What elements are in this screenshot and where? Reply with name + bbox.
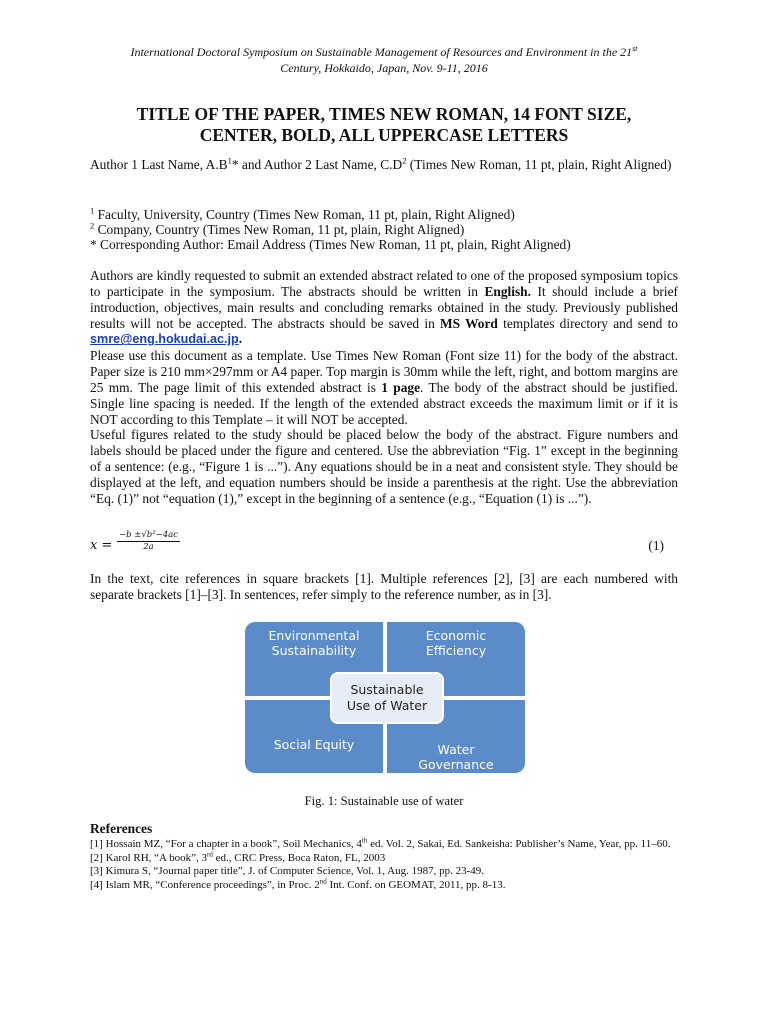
reference-3: [3] Kimura S, “Journal paper title”, J. of Computer Science, Vol. 1, Aug. 1987, pp. 23-49.: [90, 865, 485, 877]
center-line-1: Sustainable: [350, 682, 424, 697]
ref4-sup: nd: [319, 876, 327, 885]
conference-header: [90, 44, 678, 76]
p1-text-a: Authors are kindly requested to submit an extended abstract related to one of the proposed symposium topics to participate in the symposium. The abstracts should be written in: [90, 268, 678, 299]
sustainability-diagram: [245, 622, 525, 773]
reference-2: [90, 849, 678, 866]
p1-text-c: templates directory and send to: [497, 315, 678, 331]
p2-text-a: Please use this document as a template. Use Times New Roman (Font size 11) for the body of the abstract. Paper size is 210 mm×297mm or A4 paper. Top margin is 30mm while the left, right, and bottom margins are 25 mm. The page limit of this extended abstract is: [90, 348, 678, 395]
author-note: (Times New Roman, 11 pt, plain, Right Aligned): [406, 157, 672, 172]
ref1-sup: th: [361, 836, 368, 845]
q2-line-2: Efficiency: [425, 643, 487, 658]
center-sustainable-use: [330, 672, 444, 724]
affiliation-1-sup: 1: [90, 205, 95, 216]
conference-line-1: International Doctoral Symposium on Sustainable Management of Resources and Environment in the 21: [130, 45, 633, 59]
p2-bold-page: 1 page: [381, 379, 421, 395]
paragraph-3: Useful figures related to the study should be placed below the body of the abstract. Figure numbers and labels should be placed under the figure and centered. Use the abbreviation “Fig. 1” except in the beginning of a sentence: (e.g., “Figure 1 is ...”). Any equations should be in a neat and consistent style. They should be displayed at the left, and equation numbers should be inside a parenthesis at the right. Use the abbreviation “Eq. (1)” not “equation (1),” except in the beginning of a sentence (e.g., “Equation (1) is ...”).: [90, 427, 678, 506]
p1-bold-english: English.: [484, 283, 531, 299]
references-heading: References: [90, 821, 153, 836]
author-2-sup: 2: [402, 155, 407, 166]
affiliation-2: [90, 222, 678, 237]
conference-line-2: Century, Hokkaido, Japan, Nov. 9-11, 2016: [280, 61, 488, 75]
q4-line-2: Governance: [418, 756, 494, 772]
ref2-a: [2] Karol RH, “A book”, 3: [90, 851, 208, 864]
author-2: * and Author 2 Last Name, C.D: [231, 157, 403, 172]
affiliations: [90, 207, 678, 252]
title-line-1: TITLE OF THE PAPER, TIMES NEW ROMAN, 14 FONT SIZE,: [136, 104, 632, 124]
p1-text-b: It should include a brief introduction, objectives, main results and concluding remarks obtained in the study. Previously published results will not be accepted. The abstracts should be saved in: [90, 283, 679, 331]
equation-number: (1): [648, 538, 664, 553]
p2-text-b: . The body of the abstract should be justified. Single line spacing is needed. If the length of the extended abstract exceeds the maximum limit or if it is NOT according to this Template – it will NOT be accepted.: [90, 379, 678, 427]
references-list: [90, 838, 678, 892]
ref4-b: Int. Conf. on GEOMAT, 2011, pp. 8-13.: [326, 878, 506, 891]
affiliation-2-sup: 2: [90, 220, 95, 231]
equation-fraction: [117, 530, 180, 553]
ref1-b: ed. Vol. 2, Sakai, Ed. Sankeisha: Publisher’s Name, Year, pp. 11–60.: [367, 838, 671, 850]
q1-line-1: Environmental: [268, 628, 360, 643]
figure-caption: Fig. 1: Sustainable use of water: [304, 794, 464, 808]
title-line-2: CENTER, BOLD, ALL UPPERCASE LETTERS: [199, 125, 569, 145]
center-line-2: Use of Water: [346, 698, 428, 713]
email-link[interactable]: smre@eng.hokudai.ac.jp: [90, 332, 239, 347]
ref4-a: [4] Islam MR, “Conference proceedings”, in Proc. 2: [90, 878, 320, 891]
author-1-sup: 1: [227, 155, 232, 166]
paragraph-1: [90, 268, 678, 348]
q1-line-2: Sustainability: [271, 643, 357, 658]
paragraph-2: [90, 348, 678, 427]
reference-4: [90, 876, 678, 893]
author-1: Author 1 Last Name, A.B: [90, 157, 228, 172]
equation-lhs: x =: [90, 538, 113, 553]
affiliation-2-text: Company, Country (Times New Roman, 11 pt, plain, Right Aligned): [94, 222, 465, 237]
affiliation-1-text: Faculty, University, Country (Times New Roman, 11 pt, plain, Right Aligned): [94, 207, 515, 222]
ref2-sup: rd: [207, 849, 213, 858]
equation-1: [90, 530, 678, 560]
q2-line-1: Economic: [425, 628, 487, 643]
p1-period: .: [238, 331, 243, 347]
equation-denominator: 2a: [143, 542, 154, 552]
p1-bold-msword: MS Word: [440, 315, 498, 331]
authors-line: [90, 157, 678, 173]
affiliation-1: [90, 207, 678, 222]
equation-numerator: −b ±√b²−4ac: [119, 530, 179, 540]
conference-sup: st: [632, 44, 638, 53]
q3-line-1: Social Equity: [273, 737, 355, 752]
paper-title: [90, 104, 678, 146]
q4-line-1: Water: [437, 741, 475, 757]
ref1-a: [1] Hossain MZ, “For a chapter in a book”, Soil Mechanics, 4: [90, 838, 362, 850]
abstract-body: [90, 268, 678, 507]
ref2-b: ed., CRC Press, Boca Raton, FL, 2003: [212, 851, 386, 864]
citation-paragraph: In the text, cite references in square brackets [1]. Multiple references [2], [3] are each numbered with separate brackets [1]–[3]. In sentences, refer simply to the reference number, as in [3].: [90, 571, 678, 602]
reference-1: [90, 838, 678, 852]
corresponding-author-text: * Corresponding Author: Email Address (Times New Roman, 11 pt, plain, Right Aligned): [90, 237, 571, 252]
corresponding-author: [90, 237, 678, 252]
